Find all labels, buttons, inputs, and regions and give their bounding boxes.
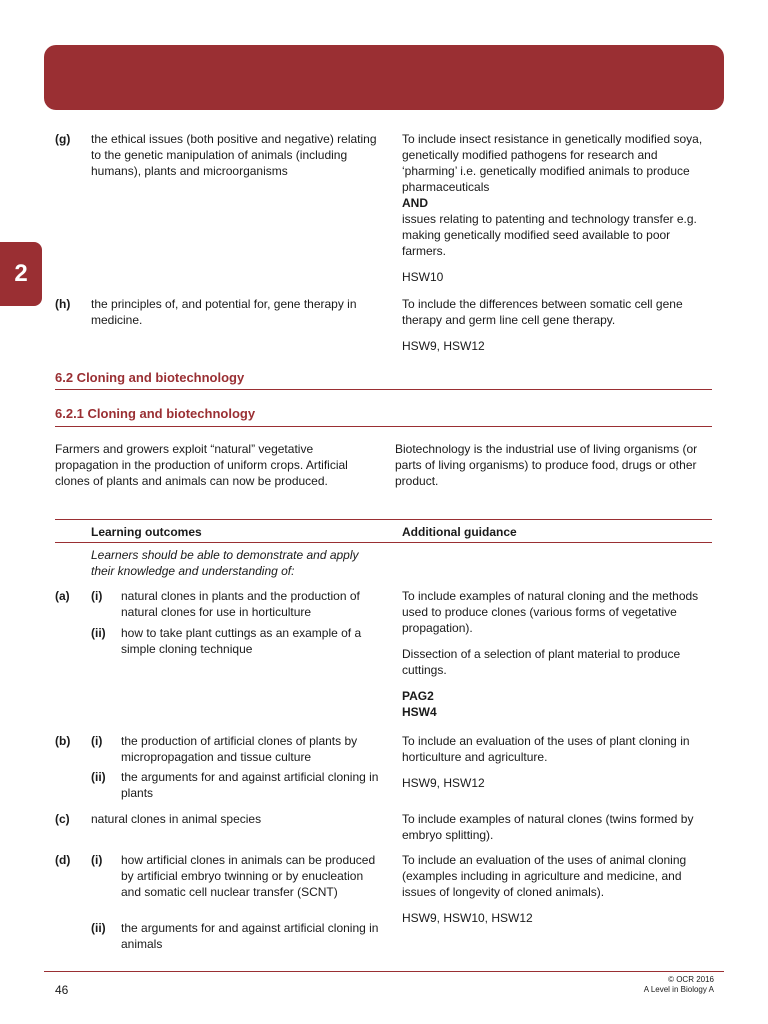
- footer-rule: [44, 971, 724, 972]
- guidance-text: To include an evaluation of the uses of animal cloning (examples including in agriculture and medicine, and issues of longevity of cloned animals).: [402, 853, 687, 899]
- row-label-g: (g): [55, 132, 71, 146]
- row-text-h: the principles of, and potential for, gene therapy in medicine.: [91, 297, 357, 327]
- hsw-reference: HSW9, HSW12: [402, 339, 485, 353]
- item-text: the production of artificial clones of plants by micropropagation and tissue culture: [121, 734, 358, 764]
- header-banner: [44, 45, 724, 110]
- item-text: natural clones in plants and the production of natural clones for use in horticulture: [121, 589, 360, 619]
- row-label-c: (c): [55, 812, 70, 826]
- row-label-b: (b): [55, 734, 71, 748]
- guidance-and: AND: [402, 196, 428, 210]
- hsw-reference: HSW10: [402, 270, 444, 284]
- hsw-reference: HSW9, HSW10, HSW12: [402, 911, 533, 925]
- hsw-reference: HSW9, HSW12: [402, 776, 485, 790]
- item-number: (i): [91, 853, 103, 867]
- intro-right: Biotechnology is the industrial use of living organisms (or parts of living organisms) to produce food, drugs or other product.: [395, 442, 698, 488]
- item-number: (i): [91, 589, 103, 603]
- guidance-text: To include examples of natural cloning and the methods used to produce clones (various forms of vegetative propagation).: [402, 589, 699, 635]
- header-additional-guidance: Additional guidance: [402, 525, 517, 539]
- item-number: (ii): [91, 770, 106, 784]
- guidance-text: To include insect resistance in genetically modified soya, genetically modified pathogens for research and ‘pharming’ i.e. genetically modified animals to produce pharmaceuticals: [402, 132, 703, 194]
- item-text: how to take plant cuttings as an example of a simple cloning technique: [121, 626, 362, 656]
- table-top-rule: [55, 519, 712, 520]
- chapter-tab: 2: [0, 242, 42, 306]
- page-number: 46: [55, 983, 69, 997]
- row-guidance-c: [402, 811, 712, 843]
- pag-reference: PAG2: [402, 689, 434, 703]
- guidance-text: issues relating to patenting and technology transfer e.g. making genetically modified seed available to poor farmers.: [402, 212, 697, 258]
- item-text: the arguments for and against artificial cloning in animals: [121, 921, 379, 951]
- subsection-rule: [55, 426, 712, 427]
- footer-info: [644, 975, 714, 995]
- hsw-reference: HSW4: [402, 705, 437, 719]
- row-guidance-g: [402, 131, 712, 285]
- row-label-h: (h): [55, 297, 71, 311]
- row-label-a: (a): [55, 589, 70, 603]
- item-number: (ii): [91, 921, 106, 935]
- copyright: © OCR 2016: [668, 975, 714, 984]
- preamble: Learners should be able to demonstrate and apply their knowledge and understanding of:: [91, 548, 359, 578]
- section-rule: [55, 389, 712, 390]
- row-guidance-h: [402, 296, 712, 354]
- intro-left: Farmers and growers exploit “natural” vegetative propagation in the production of uniform crops. Artificial clones of plants and animals can now be produced.: [55, 442, 348, 488]
- guidance-text: To include examples of natural clones (twins formed by embryo splitting).: [402, 812, 694, 842]
- item-number: (i): [91, 734, 103, 748]
- guidance-text: To include the differences between somatic cell gene therapy and germ line cell gene therapy.: [402, 297, 683, 327]
- row-guidance-d: [402, 852, 712, 926]
- row-guidance-b: [402, 733, 712, 791]
- item-text: the arguments for and against artificial cloning in plants: [121, 770, 379, 800]
- qualification-name: A Level in Biology A: [643, 985, 714, 994]
- header-learning-outcomes: Learning outcomes: [91, 525, 202, 539]
- row-text-g: the ethical issues (both positive and negative) relating to the genetic manipulation of animals (including humans), plants and microorganisms: [91, 132, 377, 178]
- guidance-text: To include an evaluation of the uses of plant cloning in horticulture and agriculture.: [402, 734, 690, 764]
- table-header-rule: [55, 542, 712, 543]
- section-title: 6.2 Cloning and biotechnology: [55, 370, 245, 385]
- row-text-c: natural clones in animal species: [91, 812, 262, 826]
- item-number: (ii): [91, 626, 106, 640]
- guidance-text: Dissection of a selection of plant material to produce cuttings.: [402, 647, 681, 677]
- row-label-d: (d): [55, 853, 71, 867]
- item-text: how artificial clones in animals can be produced by artificial embryo twinning or by enucleation and somatic cell nuclear transfer (SCNT): [121, 853, 376, 899]
- subsection-title: 6.2.1 Cloning and biotechnology: [55, 406, 256, 421]
- row-guidance-a: [402, 588, 712, 720]
